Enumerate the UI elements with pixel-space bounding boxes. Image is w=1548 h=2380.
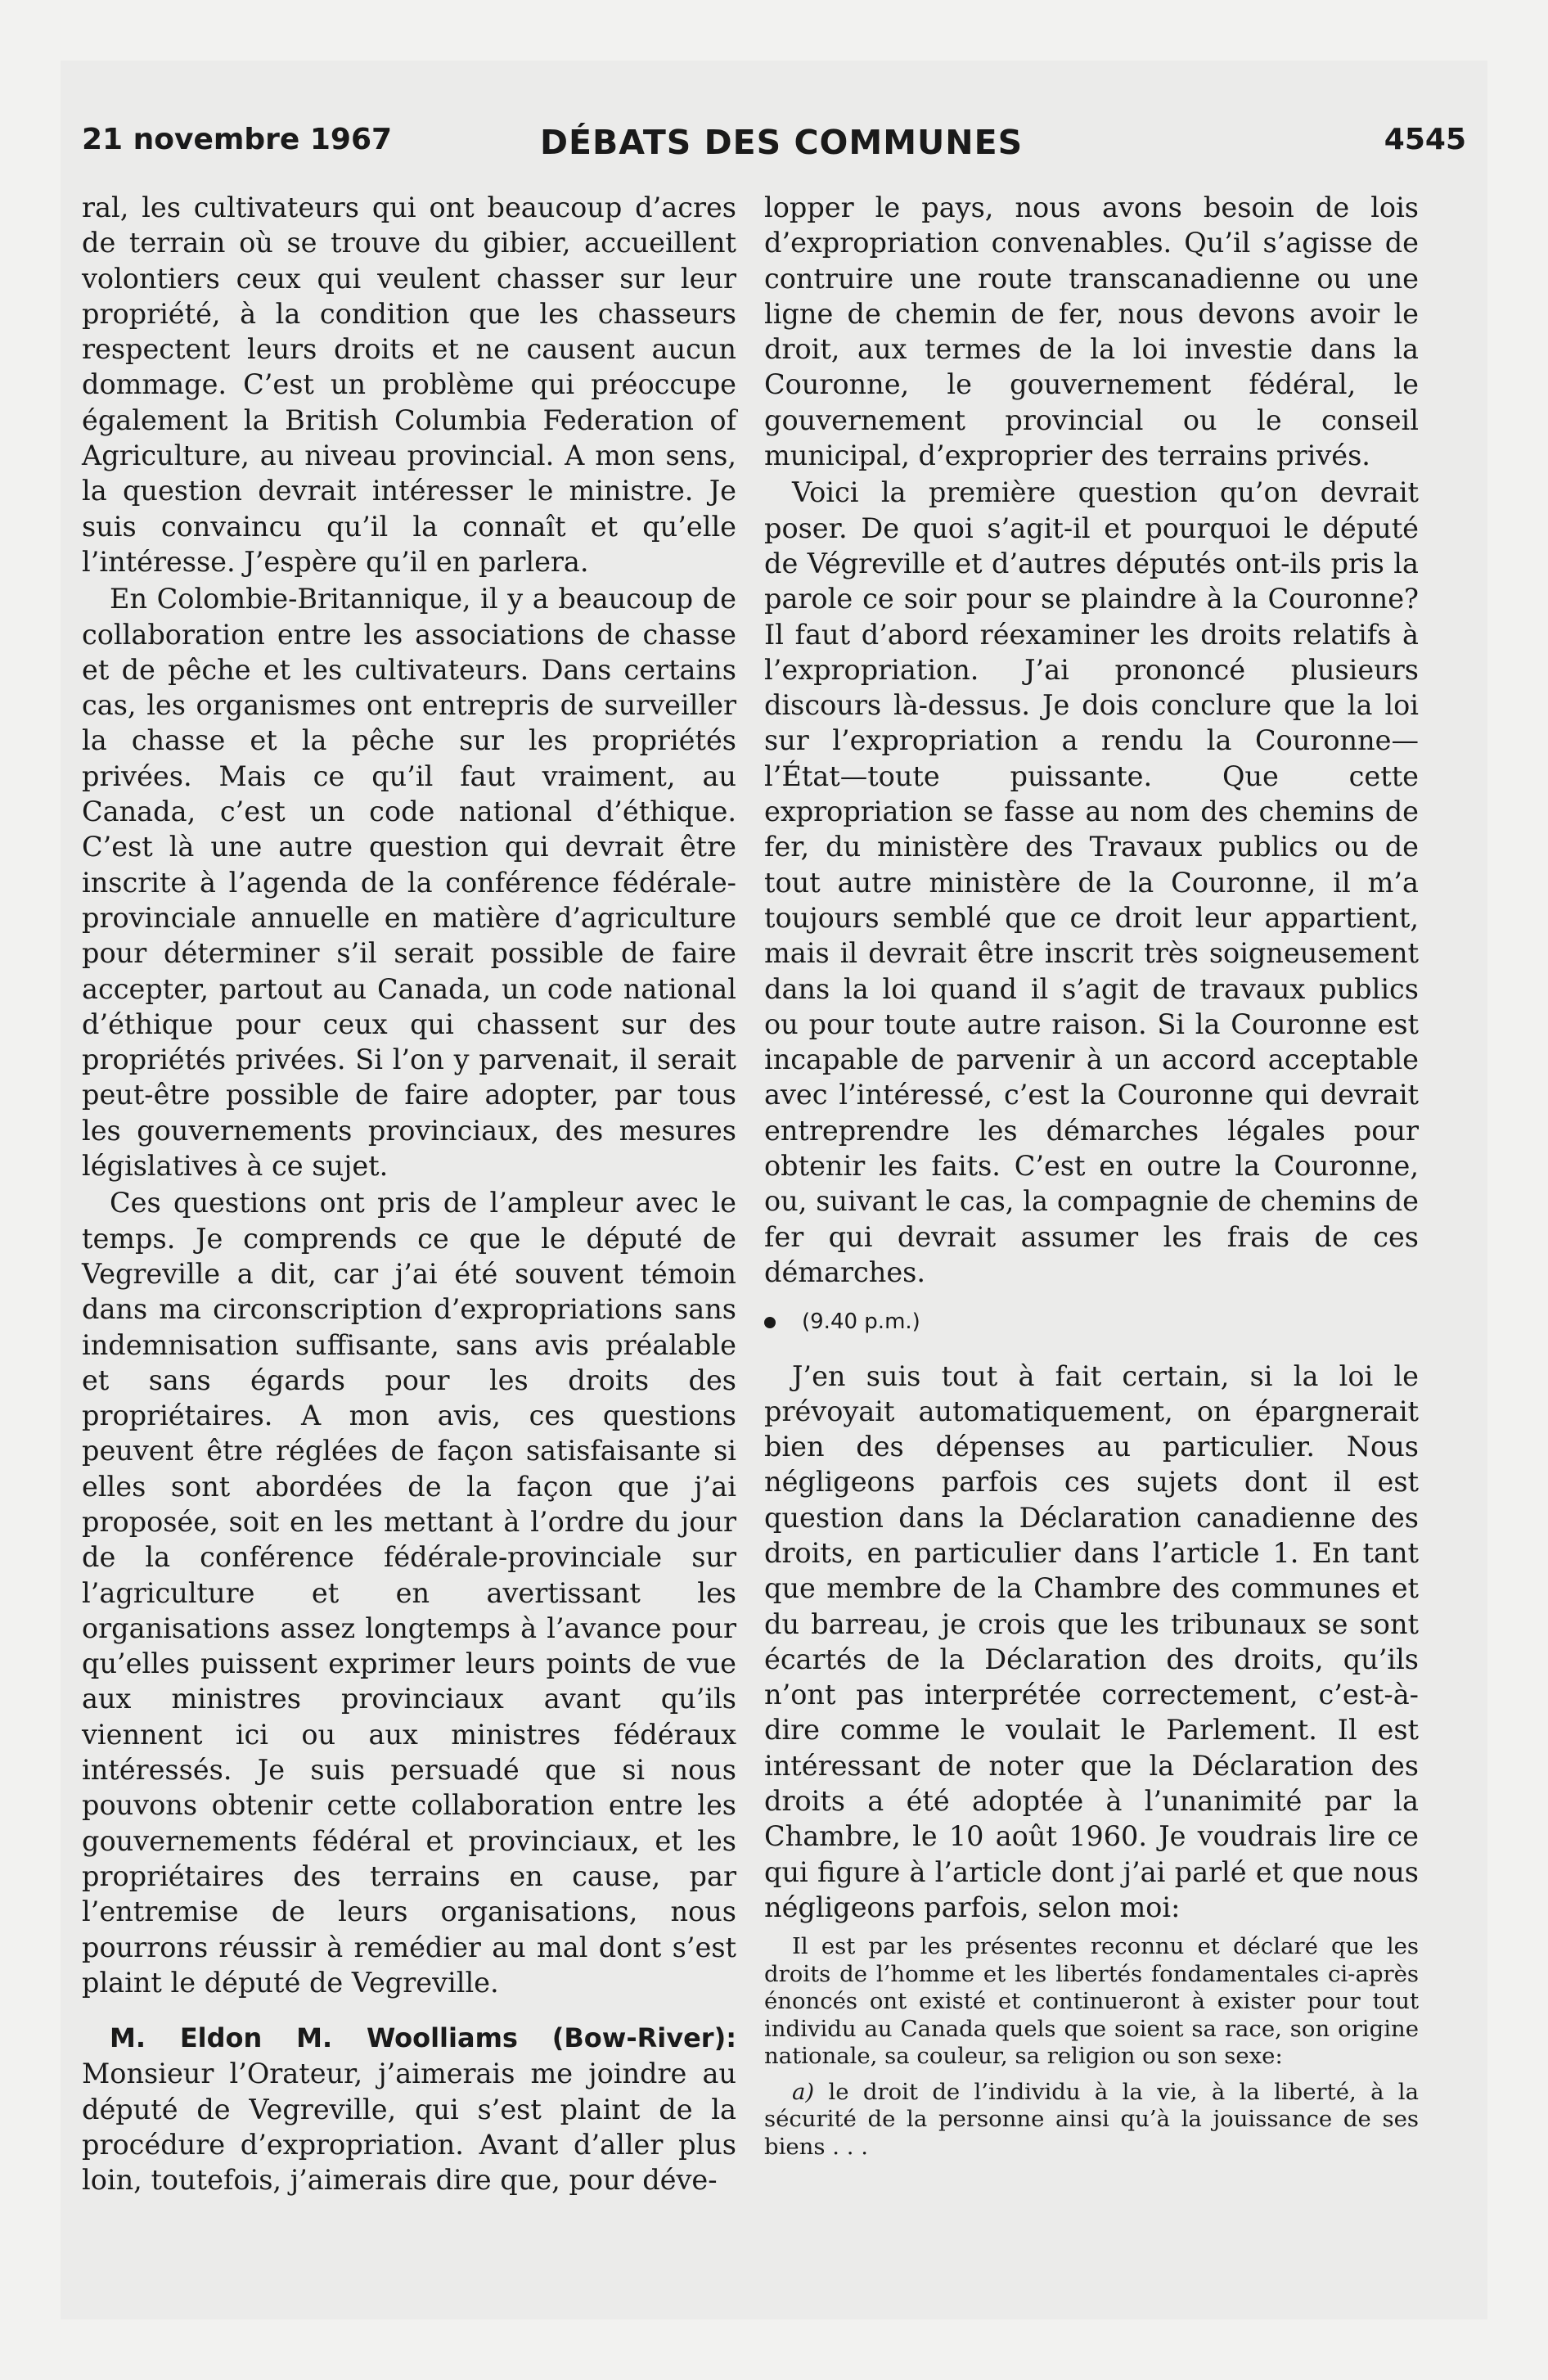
bullet-icon — [764, 1317, 776, 1328]
paragraph: lopper le pays, nous avons besoin de lois d’expropriation convenables. Qu’il s’agisse de contruire une route transcanadienne ou une ligne de chemin de fer, nous devons avoir le droit, aux termes de la loi investie dans la Couronne, le gouvernement fédéral, le gouvernement provincial ou le conseil municipal, d’exproprier des terrains privés. — [764, 192, 1419, 472]
paragraph: J’en suis tout à fait certain, si la loi le prévoyait automatiquement, on épargnerait bien des dépenses au particulier. Nous négligeons parfois ces sujets dont il est question dans la Déclaration canadienne des droits, en particulier dans l’article 1. En tant que membre de la Chambre des communes et du barreau, je crois que les tribunaux se sont écartés de la Déclaration des droits, qu’ils n’ont pas interprétée correctement, c’est-à-dire comme le voulait le Parlement. Il est intéressant de noter que la Déclaration des droits a été adoptée à l’unanimité par la Chambre, le 10 août 1960. Je voudrais lire ce qui figure à l’article dont j’ai parlé et que nous négligeons parfois, selon moi: — [764, 1359, 1419, 1923]
quote-paragraph: Il est par les présentes reconnu et déclaré que les droits de l’homme et les libertés fondamentales ci-après énoncés ont existé et continueront à exister pour tout individu au Canada quels que soient sa race, son origine nationale, sa couleur, sa religion ou son sexe: — [764, 1933, 1419, 2070]
timestamp-line — [764, 1305, 1419, 1340]
right-column — [764, 190, 1419, 2161]
header-date: 21 novembre 1967 — [82, 123, 393, 156]
speaker-name: M. Eldon M. Woolliams (Bow-River): — [110, 2022, 736, 2054]
paragraph: Ces questions ont pris de l’ampleur avec le temps. Je comprends ce que le député de Vegreville a dit, car j’ai été souvent témoin dans ma circonscription d’expropriations sans indemnisation suffisante, sans avis préalable et sans égards pour les droits des propriétaires. A mon avis, ces questions peuvent être réglées de façon satisfaisante si elles sont abordées de la façon que j’ai proposée, soit en les mettant à l’ordre du jour de la conférence fédérale-provinciale sur l’agriculture et en avertissant les organisations assez longtemps à l’avance pour qu’elles puissent exprimer leurs points de vue aux ministres provinciaux avant qu’ils viennent ici ou aux ministres fédéraux intéressés. Je suis persuadé que si nous pouvons obtenir cette collaboration entre les gouvernements fédéral et provinciaux, et les propriétaires des terrains en cause, par l’entremise de leurs organisations, nous pourrons réussir à remédier au mal dont s’est plaint le député de Vegreville. — [82, 1187, 736, 1999]
paragraph: ral, les cultivateurs qui ont beaucoup d’acres de terrain où se trouve du gibier, accueillent volontiers ceux qui veulent chasser sur leur propriété, à la condition que les chasseurs respectent leurs droits et ne causent aucun dommage. C’est un problème qui préoccupe également la British Columbia Federation of Agriculture, au niveau provincial. A mon sens, la question devrait intéresser le ministre. Je suis convaincu qu’il la connaît et qu’elle l’intéresse. J’espère qu’il en parlera. — [82, 192, 736, 578]
paragraph: Voici la première question qu’on devrait poser. De quoi s’agit-il et pourquoi le député de Végreville et d’autres députés ont-ils pris la parole ce soir pour se plaindre à la Couronne? Il faut d’abord réexaminer les droits relatifs à l’expropriation. J’ai prononcé plusieurs discours là-dessus. Je dois conclure que la loi sur l’expropriation a rendu la Couronne—l’État—toute puissante. Que cette expropriation se fasse au nom des chemins de fer, du ministère des Travaux publics ou de tout autre ministère de la Couronne, il m’a toujours semblé que ce droit leur appartient, mais il devrait être inscrit très soigneusement dans la loi quand il s’agit de travaux publics ou pour toute autre raison. Si la Couronne est incapable de parvenir à un accord acceptable avec l’intéressé, c’est la Couronne qui devrait entreprendre les démarches légales pour obtenir les faits. C’est en outre la Couronne, ou, suivant le cas, la compagnie de chemins de fer qui devrait assumer les frais de ces démarches. — [764, 476, 1419, 1288]
quote-item-marker: a) — [792, 2078, 815, 2105]
speech-text: Monsieur l’Orateur, j’aimerais me joindre au député de Vegreville, qui s’est plaint de la procédure d’expropriation. Avant d’aller plus loin, toutefois, j’aimerais dire que, pour déve- — [82, 2058, 736, 2197]
quote-item-text: le droit de l’individu à la vie, à la liberté, à la sécurité de la personne ainsi qu’à la jouissance de ses biens . . . — [764, 2078, 1419, 2160]
header-title: DÉBATS DES COMMUNES — [540, 123, 1024, 162]
left-column — [82, 190, 736, 2198]
paragraph: En Colombie-Britannique, il y a beaucoup de collaboration entre les associations de chasse et de pêche et les cultivateurs. Dans certains cas, les organismes ont entrepris de surveiller la chasse et la pêche sur les propriétés privées. Mais ce qu’il faut vraiment, au Canada, c’est un code national d’éthique. C’est là une autre question qui devrait être inscrite à l’agenda de la conférence fédérale-provinciale annuelle en matière d’agriculture pour déterminer s’il serait possible de faire accepter, partout au Canada, un code national d’éthique pour ceux qui chassent sur des propriétés privées. Si l’on y parvenait, il serait peut-être possible de faire adopter, par tous les gouvernements provinciaux, des mesures législatives à ce sujet. — [82, 583, 736, 1183]
page-header — [82, 123, 1466, 172]
page-number: 4545 — [1384, 123, 1466, 156]
speaker-paragraph — [82, 2020, 736, 2197]
timestamp: (9.40 p.m.) — [802, 1309, 920, 1335]
quote-item — [764, 2079, 1419, 2161]
